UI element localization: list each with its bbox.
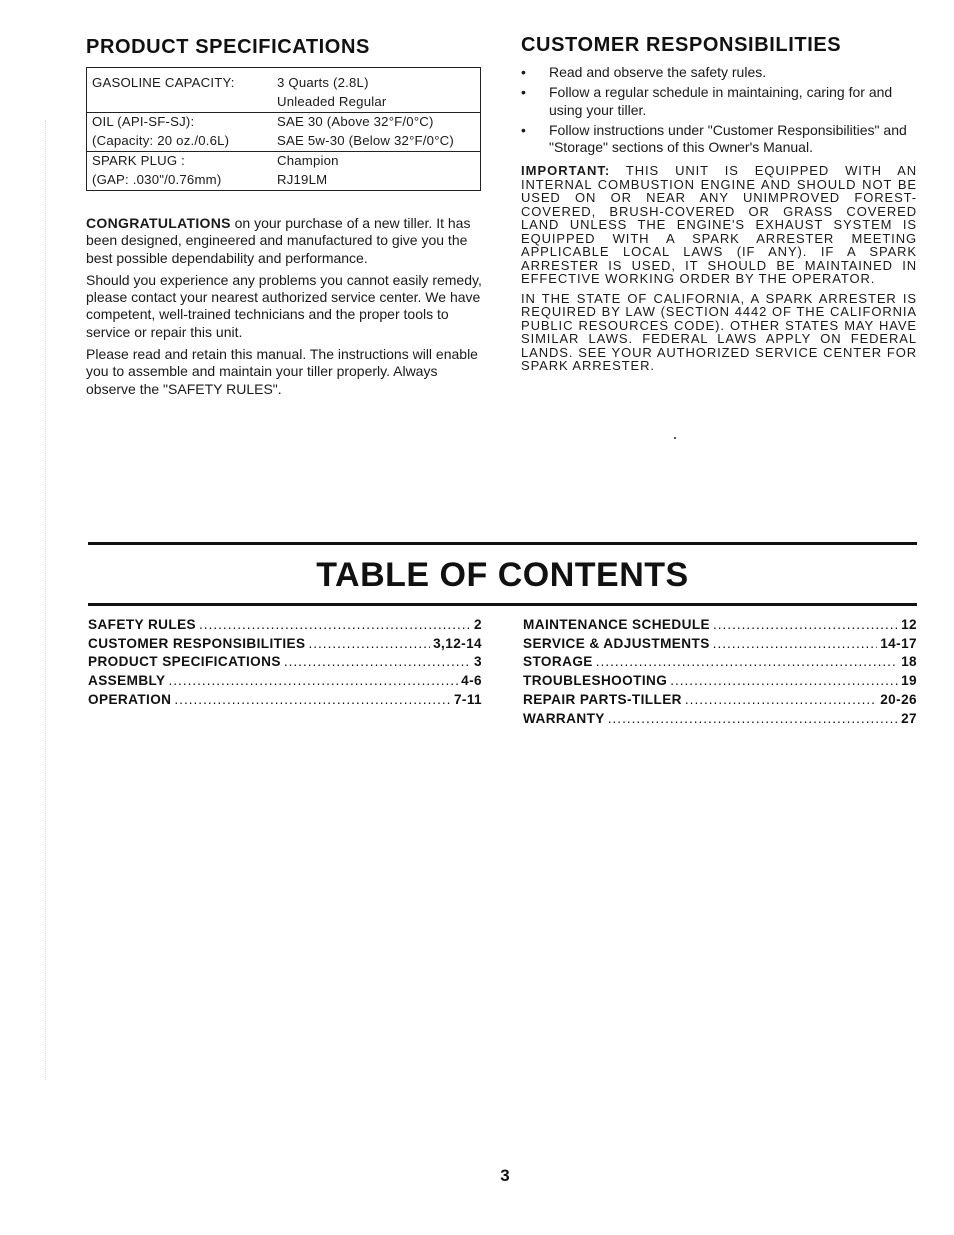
toc-entry	[88, 635, 482, 654]
responsibilities-list	[521, 64, 917, 156]
toc-entry-label: SAFETY RULES	[88, 617, 197, 632]
toc-entry-page: 3	[474, 654, 482, 670]
spec-row-oil-cont	[87, 132, 481, 152]
important-notice	[521, 164, 917, 286]
toc-entry-page: 4-6	[461, 673, 482, 689]
toc-entry-page: 12	[901, 617, 917, 632]
toc-entry-page: 19	[901, 673, 917, 689]
page-number: 3	[500, 1166, 510, 1185]
spec-row-oil	[87, 113, 481, 132]
toc-entry	[88, 653, 482, 672]
spec-value: RJ19LM	[277, 171, 328, 187]
toc-entry-page: 18	[901, 654, 917, 670]
scan-speck	[674, 437, 676, 439]
toc-left-column	[88, 616, 482, 710]
customer-responsibilities-heading: CUSTOMER RESPONSIBILITIES	[521, 34, 842, 56]
toc-entry-label: PRODUCT SPECIFICATIONS	[88, 654, 281, 670]
toc-entry	[523, 691, 917, 710]
toc-entry	[88, 691, 482, 710]
toc-entry-label: WARRANTY	[523, 710, 605, 726]
bullet-icon: •	[521, 64, 526, 80]
dot-leader	[685, 691, 877, 710]
congratulations-lead: CONGRATULATIONS	[86, 215, 231, 231]
spec-row-gasoline	[87, 68, 481, 93]
toc-entry-page: 20-26	[880, 691, 917, 707]
bullet-icon: •	[521, 84, 526, 101]
congratulations-text: on your purchase of a new tiller. It has been designed, engineered and manufactured to give you the best possible dependability and performance.	[86, 215, 471, 266]
spec-row-spark-plug-cont	[87, 171, 481, 191]
spec-value: Champion	[272, 152, 481, 171]
toc-entry-label: ASSEMBLY	[88, 673, 166, 689]
toc-entry-page: 3,12-14	[433, 635, 482, 651]
toc-right-column	[523, 616, 917, 728]
list-item-text: Follow a regular schedule in maintaining, caring for and using your tiller.	[549, 84, 893, 118]
toc-entry	[88, 672, 482, 691]
dot-leader	[608, 710, 898, 729]
list-item	[521, 122, 917, 157]
spec-value: 3 Quarts (2.8L)	[277, 75, 369, 90]
important-text: THIS UNIT IS EQUIPPED WITH AN INTERNAL COMBUSTION ENGINE AND SHOULD NOT BE USED ON OR NEAR ANY UNIMPROVED FOREST-COVERED, BRUSH-COVERED OR GRASS COVERED LAND UNLESS THE ENGINE'S EXHAUST SYSTEM IS EQUIPPED WITH A SPARK ARRESTER MEETING APPLICABLE LOCAL LAWS (IF ANY). IF A SPARK ARRESTER IS USED, IT SHOULD BE MAINTAINED IN EFFECTIVE WORKING ORDER BY THE OPERATOR.	[521, 163, 917, 287]
dot-leader	[174, 691, 451, 710]
spec-label: (GAP: .030"/0.76mm)	[92, 171, 222, 187]
dot-leader	[596, 653, 898, 672]
toc-entry-page: 27	[901, 710, 917, 726]
dot-leader	[670, 672, 898, 691]
toc-entry-label: MAINTENANCE SCHEDULE	[523, 617, 710, 632]
toc-entry-label: OPERATION	[88, 691, 172, 707]
spec-value: SAE 5w-30 (Below 32°F/0°C)	[277, 132, 454, 148]
right-column	[521, 34, 917, 373]
dot-leader	[713, 635, 878, 654]
toc-entry	[523, 635, 917, 654]
california-notice: IN THE STATE OF CALIFORNIA, A SPARK ARRESTER IS REQUIRED BY LAW (SECTION 4442 OF THE CALIFORNIA PUBLIC RESOURCES CODE). OTHER STATES MAY HAVE SIMILAR LAWS. FEDERAL LAWS APPLY ON FEDERAL LANDS. SEE YOUR AUTHORIZED SERVICE CENTER FOR SPARK ARRESTER.	[521, 290, 917, 374]
dot-leader	[199, 616, 471, 635]
scan-artifact-line	[45, 120, 47, 1080]
product-specifications-heading: PRODUCT SPECIFICATIONS	[86, 36, 370, 58]
bullet-icon: •	[521, 121, 526, 138]
spec-label: SPARK PLUG :	[87, 152, 273, 171]
list-item	[521, 84, 917, 119]
toc-entry	[523, 710, 917, 729]
toc-top-rule	[88, 542, 917, 545]
list-item-text: Follow instructions under "Customer Responsibilities" and "Storage" sections of this Owner's Manual.	[549, 121, 907, 156]
spec-row-spark-plug	[87, 152, 481, 171]
toc-entry	[523, 616, 917, 635]
retain-manual-paragraph: Please read and retain this manual. The instructions will enable you to assemble and maintain your tiller properly. Always observe the "SAFETY RULES".	[86, 346, 478, 397]
toc-entry-label: TROUBLESHOOTING	[523, 673, 668, 689]
list-item-text: Read and observe the safety rules.	[549, 64, 767, 80]
service-paragraph: Should you experience any problems you cannot easily remedy, please contact your nearest authorized service center. We have competent, well-trained technicians and the proper tools to service or repair this unit.	[86, 271, 482, 340]
toc-entry-page: 2	[474, 617, 482, 632]
toc-entry-page: 14-17	[880, 635, 917, 651]
toc-entry	[88, 616, 482, 635]
spec-row-gasoline-cont	[87, 93, 481, 113]
spec-label	[87, 93, 273, 113]
spec-label: (Capacity: 20 oz./0.6L)	[92, 132, 230, 148]
spec-label: GASOLINE CAPACITY:	[92, 75, 235, 90]
toc-entry-label: SERVICE & ADJUSTMENTS	[523, 635, 710, 651]
toc-title: TABLE OF CONTENTS	[316, 556, 689, 594]
dot-leader	[168, 672, 458, 691]
left-column	[86, 36, 482, 398]
spec-value: SAE 30 (Above 32°F/0°C)	[272, 113, 481, 132]
dot-leader	[713, 616, 898, 635]
toc-entry-label: STORAGE	[523, 654, 593, 670]
important-lead: IMPORTANT:	[521, 163, 611, 179]
toc-bottom-rule	[88, 603, 917, 606]
spec-value: Unleaded Regular	[277, 93, 387, 109]
toc-entry	[523, 653, 917, 672]
toc-entry-label: REPAIR PARTS-TILLER	[523, 691, 682, 707]
toc-entry	[523, 672, 917, 691]
toc-entry-page: 7-11	[453, 691, 482, 707]
dot-leader	[308, 635, 430, 654]
list-item	[521, 64, 917, 81]
spec-label: OIL (API-SF-SJ):	[87, 113, 273, 132]
dot-leader	[284, 653, 471, 672]
congratulations-paragraph	[86, 215, 482, 267]
product-specifications-table	[86, 67, 481, 191]
toc-entry-label: CUSTOMER RESPONSIBILITIES	[88, 635, 306, 651]
